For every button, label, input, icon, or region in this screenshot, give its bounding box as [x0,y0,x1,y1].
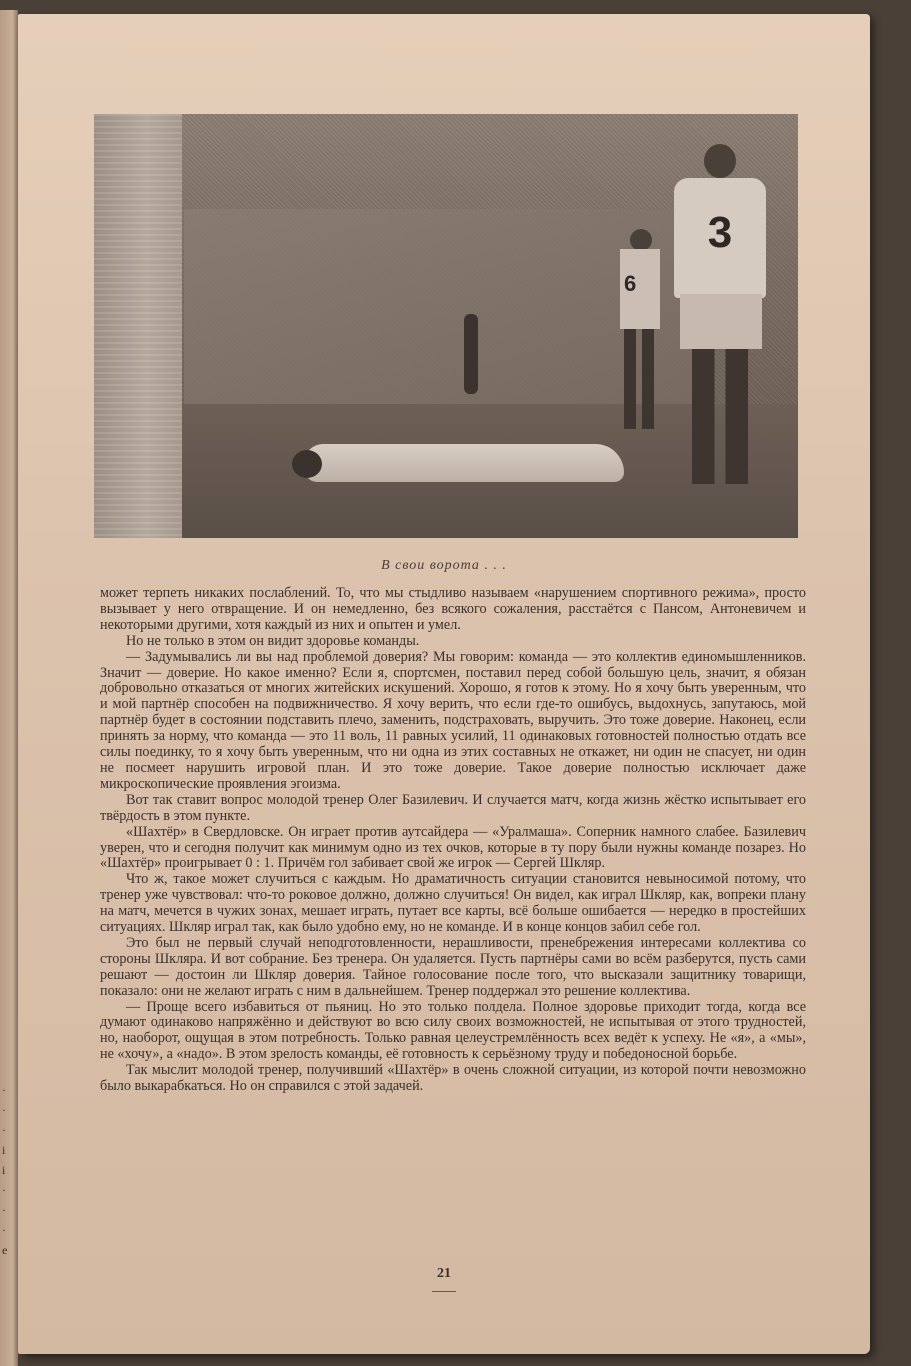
margin-char: · [2,1123,6,1137]
margin-char: · [2,1183,6,1197]
paragraph: Но не только в этом он видит здоровье команды. [126,632,420,649]
jersey-number: 3 [674,178,766,298]
margin-char: і [2,1163,6,1177]
adjacent-page-margin-marks [2,1080,14,1260]
page-number: 21 [437,1266,451,1281]
paragraph: «Шахтёр» в Свердловске. Он играет против аутсайдера — «Уралмаша». Соперник намного слабее. Базилевич уверен, что и сегодня получит как минимум одно из тех очков, которые в ту пору были нужны команде позарез. Но «Шахтёр» проигрывает 0 : 1. Причём гол забивает свой же игрок — Сергей Шкляр. [100,823,806,872]
photo-goalkeeper-lying [304,444,624,482]
photo-player-head [630,229,652,251]
photo-player-3 [674,144,764,484]
photo-player-head [704,144,736,178]
paragraph: Вот так ставит вопрос молодой тренер Олег Базилевич. И случается матч, когда жизнь жёстко испытывает его твёрдость в этом пункте. [100,791,806,824]
adjacent-left-page [0,10,18,1366]
photo-player-6 [620,229,660,429]
photo-player-legs [692,349,748,484]
photo-distant-player [464,314,478,394]
margin-char: е [2,1243,8,1257]
margin-char: · [2,1223,6,1237]
photo-goalpost [94,114,182,538]
paragraph: Что ж, такое может случиться с каждым. Но драматичность ситуации становится невыносимой потому, что тренер уже чувствовал: что-то роковое должно, должно случиться! Он видел, как играл Шкляр, как, вопреки плану на матч, мечется в чужих зонах, мешает играть, путает все карты, всё больше ошибается — нередко в простейших ситуациях. Шкляр играл так, как было удобно ему, но не команде. И в конце концов забил себе гол. [100,871,806,936]
body-text [100,586,806,1095]
margin-char: і [2,1143,6,1157]
paragraph: может терпеть никаких послаблений. То, что мы стыдливо называем «нарушением спортивного режима», просто вызывает у него отвращение. И он немедленно, без всякого сожаления, расстаётся с Пансом, Антоневичем и некоторыми другими, хотя каждый из них и опытен и умел. [100,585,806,633]
margin-char: · [2,1103,6,1117]
page-number-rule [432,1291,456,1292]
margin-char: · [2,1083,6,1097]
paragraph: Это был не первый случай неподготовленности, нерашливости, пренебрежения интересами коллектива со стороны Шкляра. И вот собрание. Без тренера. Он удаляется. Пусть партнёры сами во всём разберутся, пусть сами решают — достоин ли Шкляр доверия. Тайное голосование после того, что высказали защитнику товарищи, показало: они не желают играть с ним в дальнейшем. Тренер поддержал это решение коллектива. [100,934,806,999]
margin-char: · [2,1203,6,1217]
paragraph: — Задумывались ли вы над проблемой доверия? Мы говорим: команда — это коллектив единомышленников. Значит — доверие. Но какое именно? Если я, спортсмен, поставил перед собой большую цель, значит, я обязан добровольно отказаться от многих житейских искушений. Хорошо, я готов к этому. Но я хочу быть уверенным, что и мой партнёр способен на подвижничество. Я хочу верить, что если где-то ошибусь, выдохнусь, запутаюсь, мой партнёр будет в состоянии подставить плечо, заменить, подстраховать, выручить. Это тоже доверие. Наконец, если принять за норму, что команда — это 11 воль, 11 равных усилий, 11 одинаковых готовностей полностью отдать все силы поединку, то я хочу быть уверенным, что ни одна из этих составных не откажет, ни один не спасует, ни один не посмеет нарушить игровой план. И это тоже доверие. Такое доверие полностью исключает даже микроскопические проявления эгоизма. [100,648,806,792]
paragraph: Так мыслит молодой тренер, получивший «Шахтёр» в очень сложной ситуации, из которой почти невозможно было выкарабкаться. Но он справился с этой задачей. [100,1062,806,1095]
photo-player-legs [624,329,654,429]
jersey-number: 6 [620,249,660,329]
paragraph: — Проще всего избавиться от пьяниц. Но это только полдела. Полное здоровье приходит тогда, когда все думают одинаково напряжённо и действуют во всю силу своих возможностей, не испытывая от этого трудностей, но, наоборот, ощущая в этом потребность. Только равная целеустремлённость всех ведёт к успеху. Не «я», а «мы», не «хочу», а «надо». В этом зрелость команды, её готовность к серьёзному труду и победоносной борьбе. [100,998,806,1063]
photo-player-head [292,450,322,478]
book-page [18,14,870,1354]
photo-player-shorts [680,294,762,349]
match-photo [94,114,798,538]
photo-caption: В свои ворота . . . [381,558,507,573]
